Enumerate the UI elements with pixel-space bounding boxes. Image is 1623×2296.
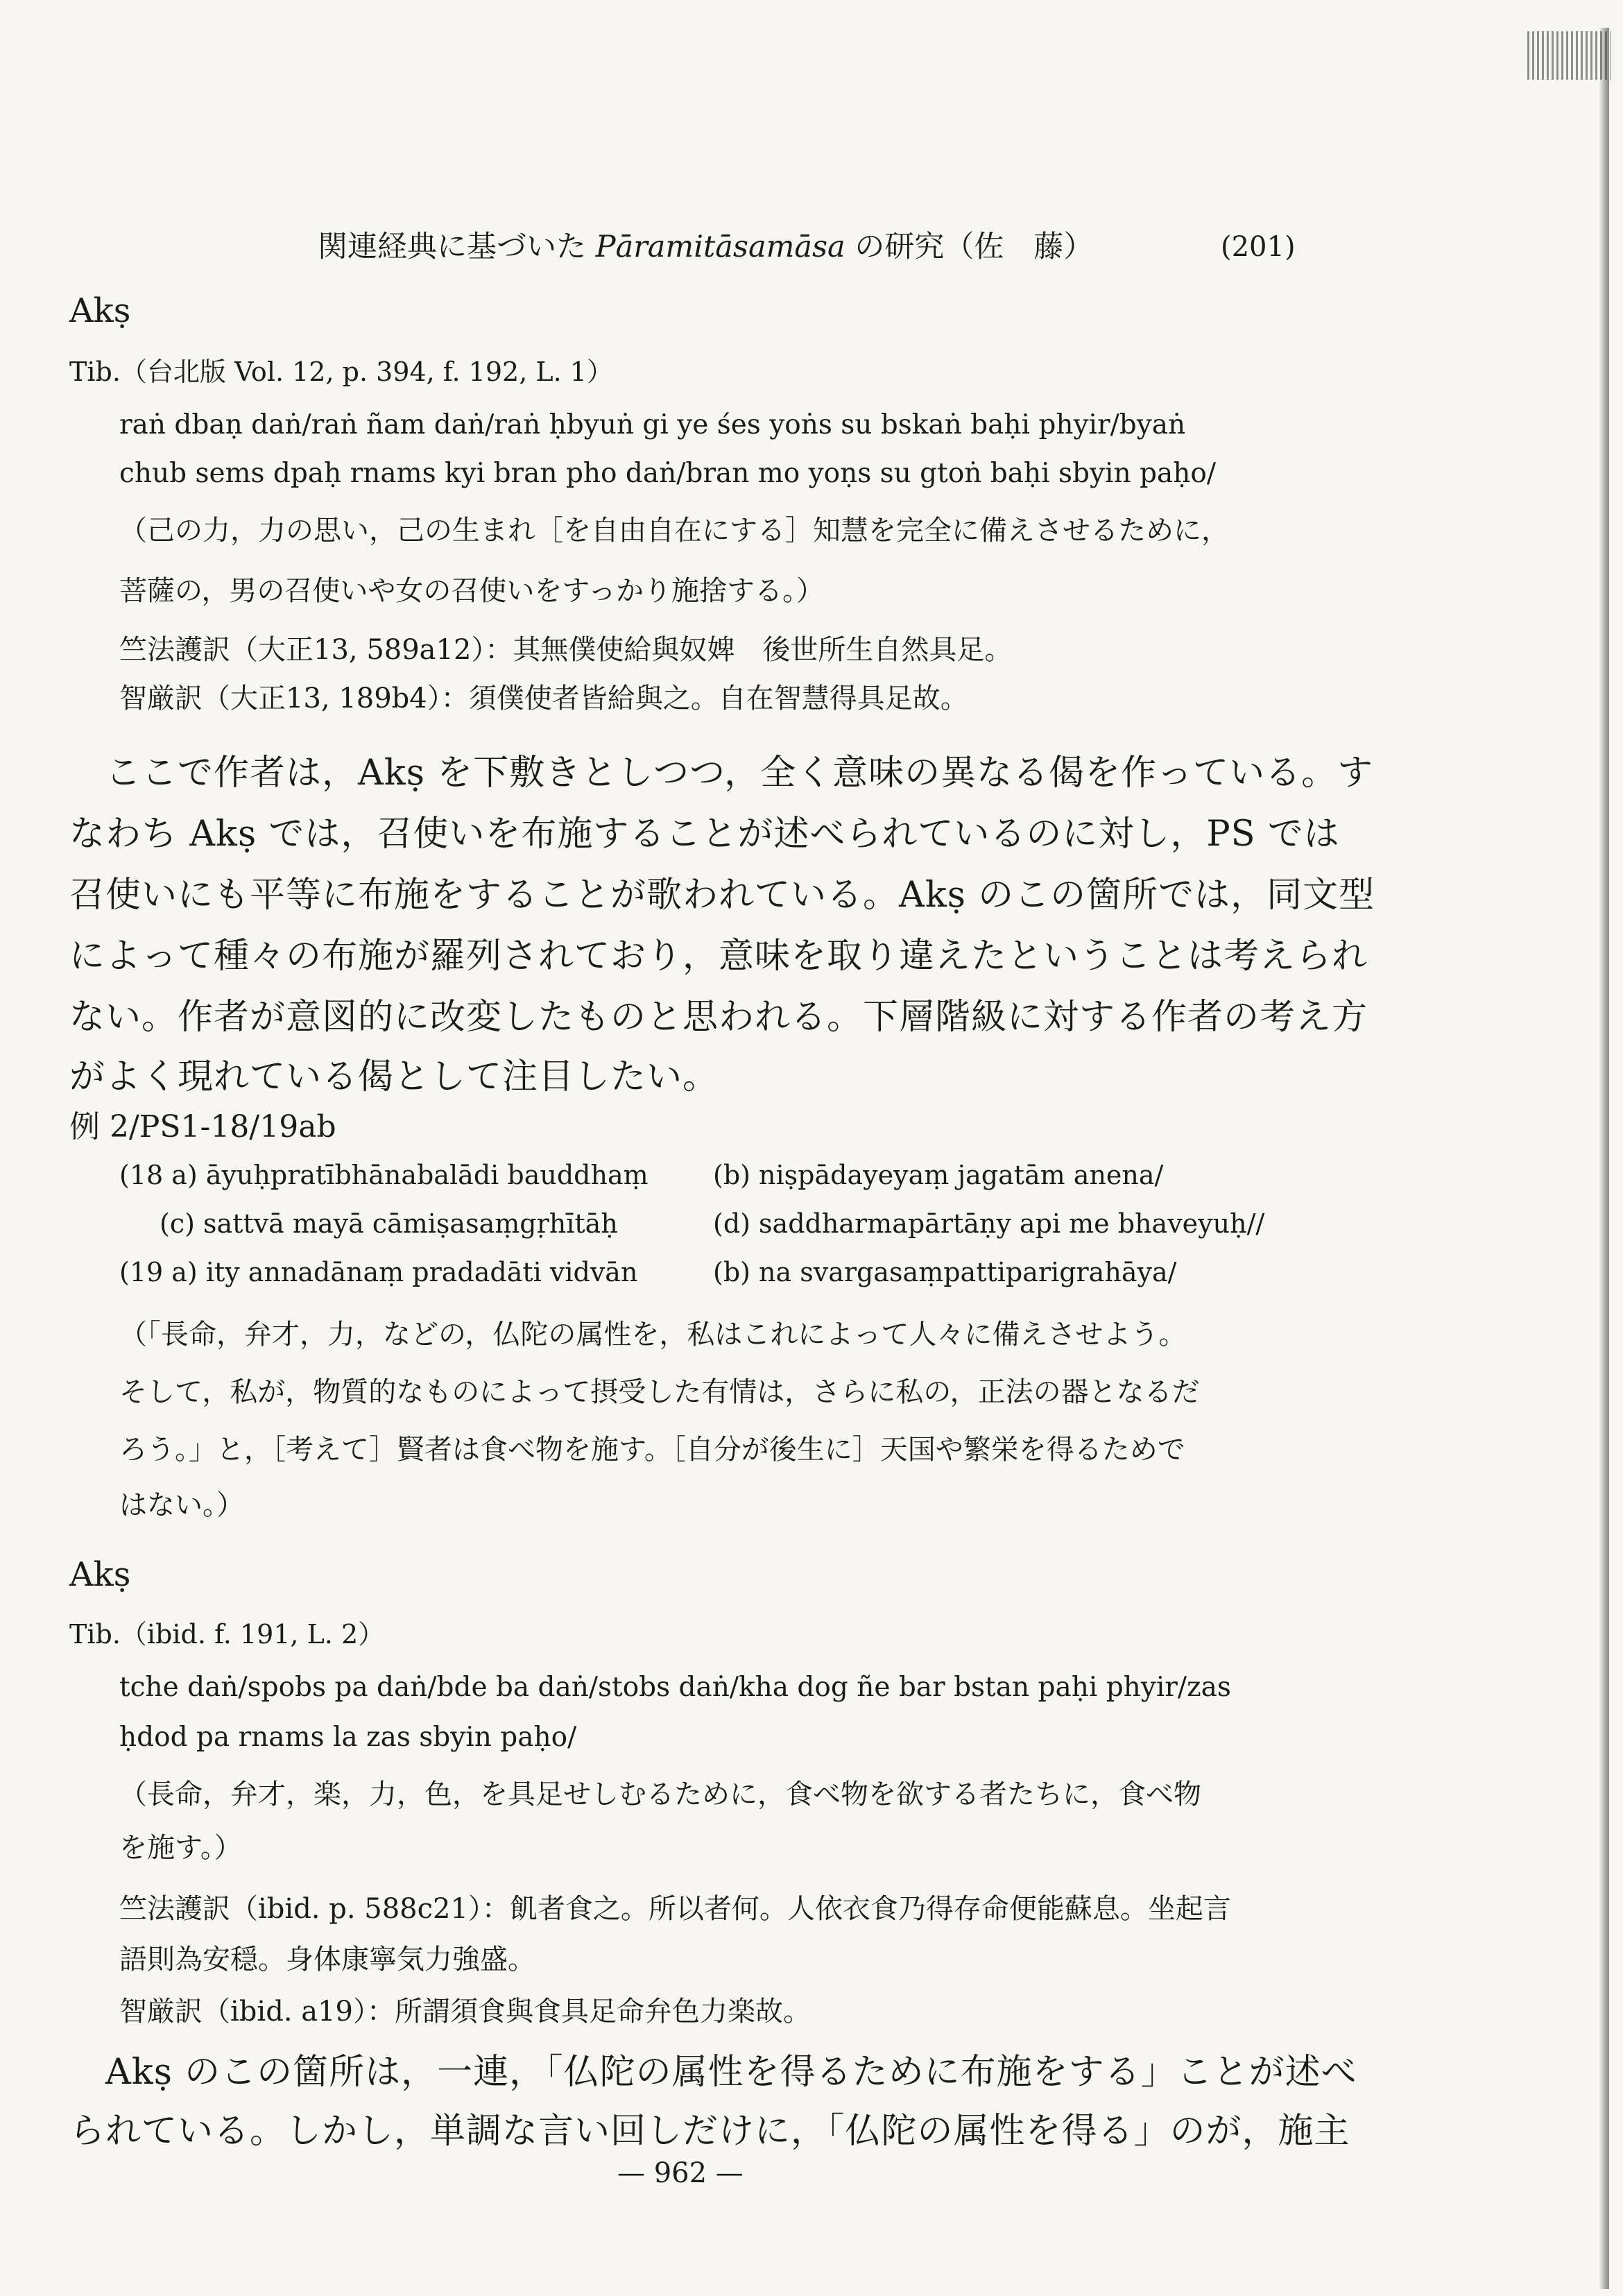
- section1-heading: Akṣ: [69, 291, 131, 330]
- paragraph1-line-6: がよく現れている偈として注目したい。: [69, 1056, 719, 1097]
- header-page-number: (201): [1221, 231, 1296, 263]
- section1-translation-1: （己の力，力の思い，己の生まれ［を自由自在にする］知慧を完全に備えさせるために，: [119, 515, 1229, 547]
- paragraph1-line-3: 召使いにも平等に布施をすることが歌われている。Akṣ のこの箇所では，同文型: [69, 875, 1375, 916]
- verse-19a: (19 a) ity annadānaṃ pradadāti vidvān: [119, 1257, 638, 1287]
- section2-tib-ref: Tib.（ibid. f. 191, L. 2）: [69, 1619, 385, 1650]
- paragraph1-line-1: ここで作者は，Akṣ を下敷きとしつつ，全く意味の異なる偈を作っている。す: [105, 753, 1374, 794]
- section2-chinese-3: 智厳訳（ibid. a19）：所謂須食與食具足命弁色力楽故。: [119, 1996, 811, 2028]
- section2-chinese-2: 語則為安穏。身体康寧気力強盛。: [119, 1944, 535, 1976]
- section2-translation-1: （長命，弁才，楽，力，色，を具足せしむるために，食べ物を欲する者たちに，食べ物: [119, 1779, 1201, 1810]
- section2-tib-line-2: ḥdod pa rnams la zas sbyin paḥo/: [119, 1722, 577, 1753]
- section2-tib-line-1: tche daṅ/spobs pa daṅ/bde ba daṅ/stobs daṅ/kha dog ñe bar bstan paḥi phyir/zas: [119, 1672, 1231, 1703]
- section2-chinese-1: 竺法護訳（ibid. p. 588c21）：飢者食之。所以者何。人依衣食乃得存命便能蘇息。坐起言: [119, 1893, 1231, 1925]
- verse-18c: (c) sattvā mayā cāmiṣasaṃgṛhītāḥ: [160, 1208, 618, 1239]
- paragraph1-line-2: なわち Akṣ では，召使いを布施することが述べられているのに対し，PS では: [69, 814, 1340, 855]
- example-translation-2: そして，私が，物質的なものによって摂受した有情は，さらに私の，正法の器となるだ: [119, 1376, 1200, 1408]
- example-label: 例 2/PS1-18/19ab: [69, 1109, 336, 1145]
- section1-chinese-2: 智厳訳（大正13, 189b4）：須僕使者皆給與之。自在智慧得具足故。: [119, 683, 968, 714]
- verse-19b: (b) na svargasaṃpattiparigrahāya/: [713, 1257, 1177, 1287]
- footer-page-number: — 962 —: [617, 2157, 744, 2189]
- paragraph1-line-4: によって種々の布施が羅列されており，意味を取り違えたということは考えられ: [69, 936, 1368, 977]
- section2-translation-2: を施す。）: [119, 1832, 242, 1864]
- example-translation-4: はない。）: [119, 1489, 244, 1521]
- running-header: [318, 223, 1093, 266]
- example-translation-3: ろう。」と，［考えて］賢者は食べ物を施す。［自分が後生に］天国や繁栄を得るためで: [119, 1434, 1185, 1466]
- header-title-prefix: 関連経典に基づいた: [318, 230, 596, 264]
- binding-edge-shadow: [1599, 28, 1609, 2289]
- section2-heading: Akṣ: [69, 1555, 131, 1594]
- section1-tib-line-1: raṅ dbaṇ daṅ/raṅ ñam daṅ/raṅ ḥbyuṅ gi ye śes yoṅs su bskaṅ baḥi phyir/byaṅ: [119, 409, 1186, 440]
- header-title-italic: Pāramitāsamāsa: [595, 230, 845, 264]
- paragraph1-line-5: ない。作者が意図的に改変したものと思われる。下層階級に対する作者の考え方: [69, 997, 1368, 1038]
- paragraph2-line-1: Akṣ のこの箇所は，一連，「仏陀の属性を得るために布施をする」ことが述べ: [105, 2052, 1357, 2093]
- binding-edge-marks: [1527, 31, 1611, 80]
- section1-translation-2: 菩薩の，男の召使いや女の召使いをすっかり施捨する。）: [119, 575, 824, 607]
- section1-chinese-1: 竺法護訳（大正13, 589a12）：其無僕使給與奴婢 後世所生自然具足。: [119, 634, 1013, 666]
- header-title-suffix: の研究（佐 藤）: [845, 230, 1094, 264]
- verse-18d: (d) saddharmapārtāṇy api me bhaveyuḥ//: [713, 1208, 1265, 1239]
- example-translation-1: （「長命，弁才，力，などの，仏陀の属性を，私はこれによって人々に備えさせよう。: [119, 1319, 1187, 1351]
- verse-18a: (18 a) āyuḥpratībhānabalādi bauddhaṃ: [119, 1160, 649, 1190]
- paragraph2-line-2: られている。しかし，単調な言い回しだけに，「仏陀の属性を得る」のが，施主: [69, 2111, 1350, 2152]
- section1-tib-line-2: chub sems dpaḥ rnams kyi bran pho daṅ/bran mo yoṇs su gtoṅ baḥi sbyin paḥo/: [119, 458, 1216, 489]
- verse-18b: (b) niṣpādayeyaṃ jagatām anena/: [713, 1160, 1164, 1190]
- section1-tib-ref: Tib.（台北版 Vol. 12, p. 394, f. 192, L. 1）: [69, 357, 613, 387]
